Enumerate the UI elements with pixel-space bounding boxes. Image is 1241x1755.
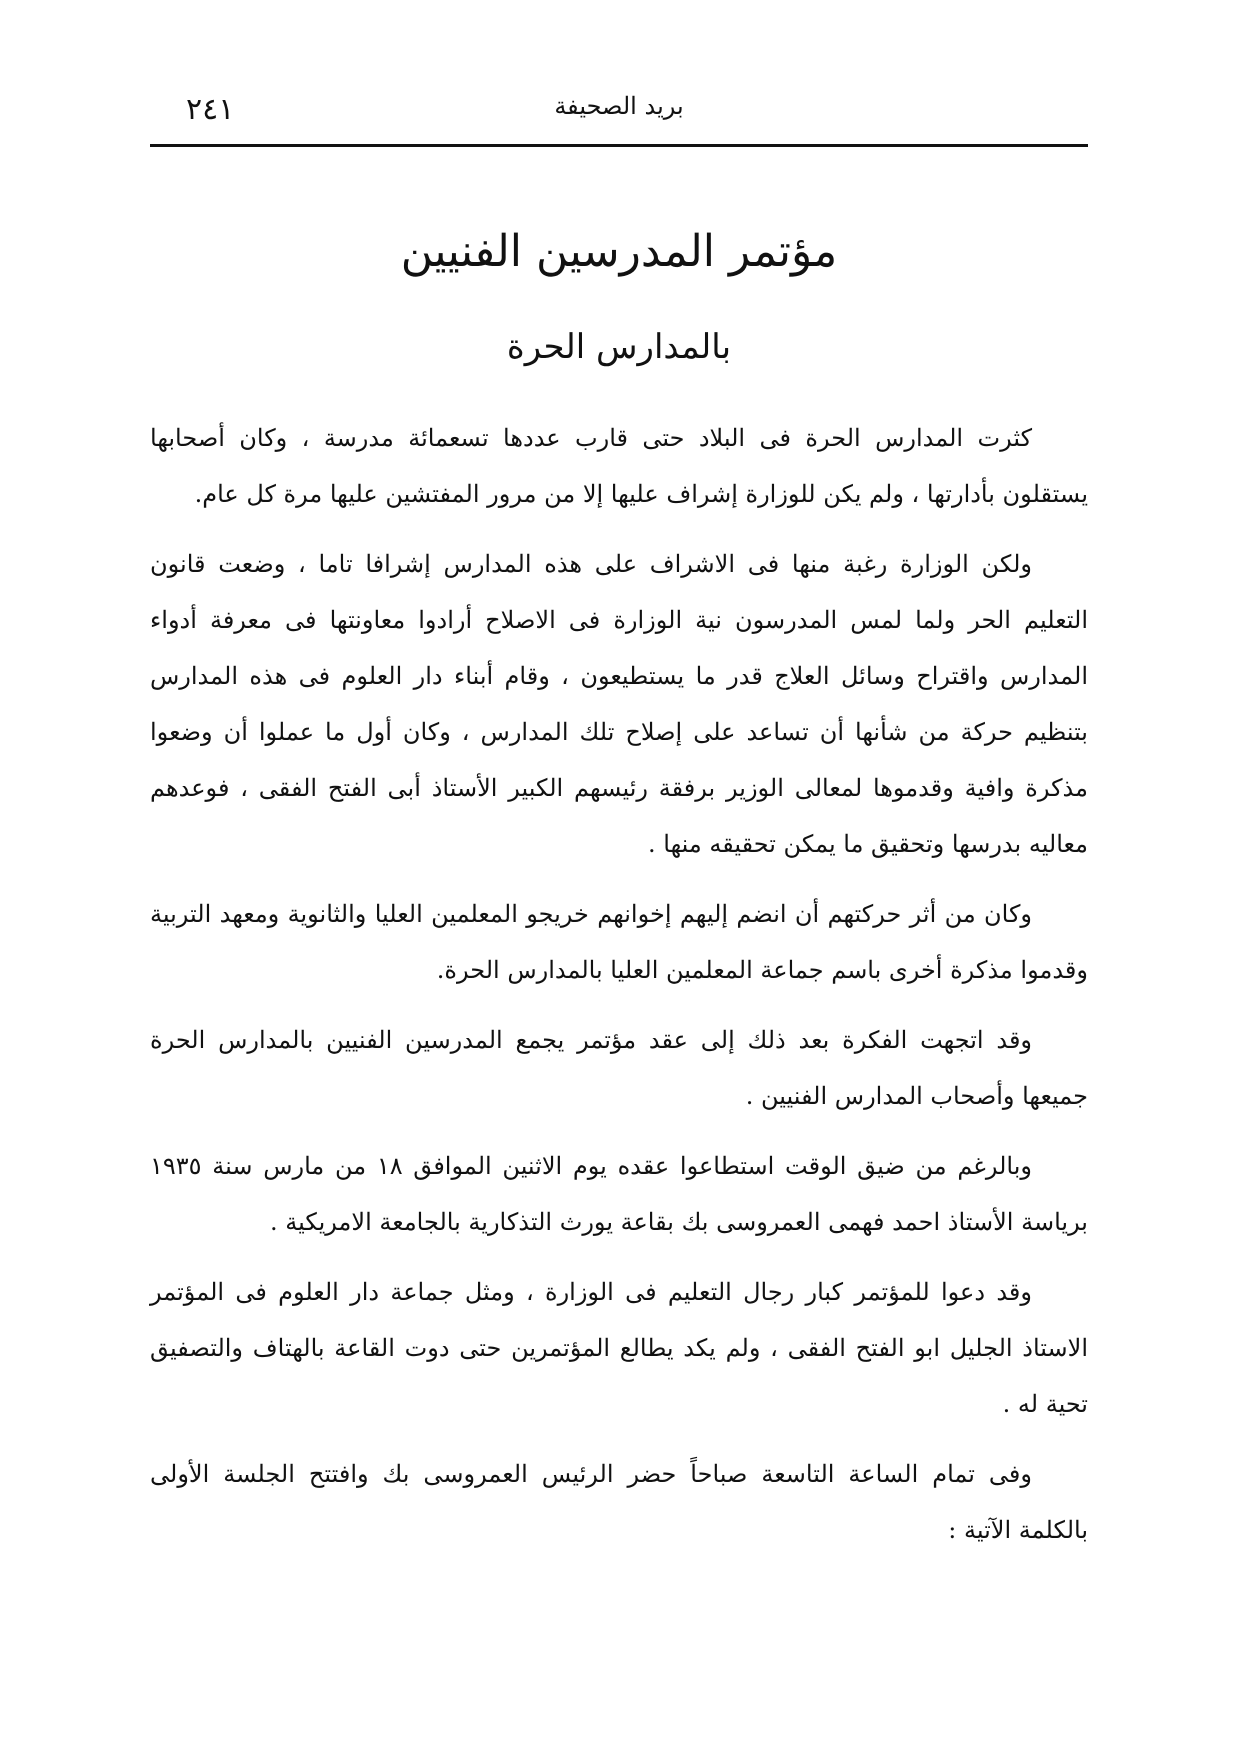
- article-body: [150, 410, 1088, 1572]
- paragraph: وكان من أثر حركتهم أن انضم إليهم إخوانهم خريجو المعلمين العليا والثانوية ومعهد التربية وقدموا مذكرة أخرى باسم جماعة المعلمين العليا بالمدارس الحرة.: [150, 900, 1088, 984]
- header-rule: [150, 144, 1088, 147]
- article-subtitle: بالمدارس الحرة: [506, 327, 732, 367]
- article-title: مؤتمر المدرسين الفنيين: [400, 226, 838, 277]
- page-number: ٢٤١: [186, 92, 235, 127]
- paragraph: وقد دعوا للمؤتمر كبار رجال التعليم فى الوزارة ، ومثل جماعة دار العلوم فى المؤتمر الاستاذ الجليل ابو الفتح الفقى ، ولم يكد يطالع المؤتمرين حتى دوت القاعة بالهتاف والتصفيق تحية له .: [150, 1278, 1089, 1418]
- paragraph: وفى تمام الساعة التاسعة صباحاً حضر الرئيس العمروسى بك وافتتح الجلسة الأولى بالكلمة الآتية :: [150, 1460, 1088, 1544]
- journal-name: بريد الصحيفة: [554, 92, 684, 120]
- paragraph: ولكن الوزارة رغبة منها فى الاشراف على هذه المدارس إشرافا تاما ، وضعت قانون التعليم الحر ولما لمس المدرسون نية الوزارة فى الاصلاح أرادوا معاونتها فى معرفة أدواء المدارس واقتراح وسائل العلاج قدر ما يستطيعون ، وقام أبناء دار العلوم فى هذه المدارس بتنظيم حركة من شأنها أن تساعد على إصلاح تلك المدارس ، وكان أول ما عملوا أن وضعوا مذكرة وافية وقدموها لمعالى الوزير برفقة رئيسهم الكبير الأستاذ أبى الفتح الفقى ، فوعدهم معاليه بدرسها وتحقيق ما يمكن تحقيقه منها .: [150, 550, 1088, 858]
- paragraph: كثرت المدارس الحرة فى البلاد حتى قارب عددها تسعمائة مدرسة ، وكان أصحابها يستقلون بأدارتها ، ولم يكن للوزارة إشراف عليها إلا من مرور المفتشين عليها مرة كل عام.: [150, 424, 1088, 508]
- running-header: [150, 88, 1088, 138]
- paragraph: وبالرغم من ضيق الوقت استطاعوا عقده يوم الاثنين الموافق ١٨ من مارس سنة ١٩٣٥ برياسة الأستاذ احمد فهمى العمروسى بك بقاعة يورث التذكارية بالجامعة الامريكية .: [150, 1152, 1088, 1236]
- paragraph: وقد اتجهت الفكرة بعد ذلك إلى عقد مؤتمر يجمع المدرسين الفنيين بالمدارس الحرة جميعها وأصحاب المدارس الفنيين .: [150, 1026, 1088, 1110]
